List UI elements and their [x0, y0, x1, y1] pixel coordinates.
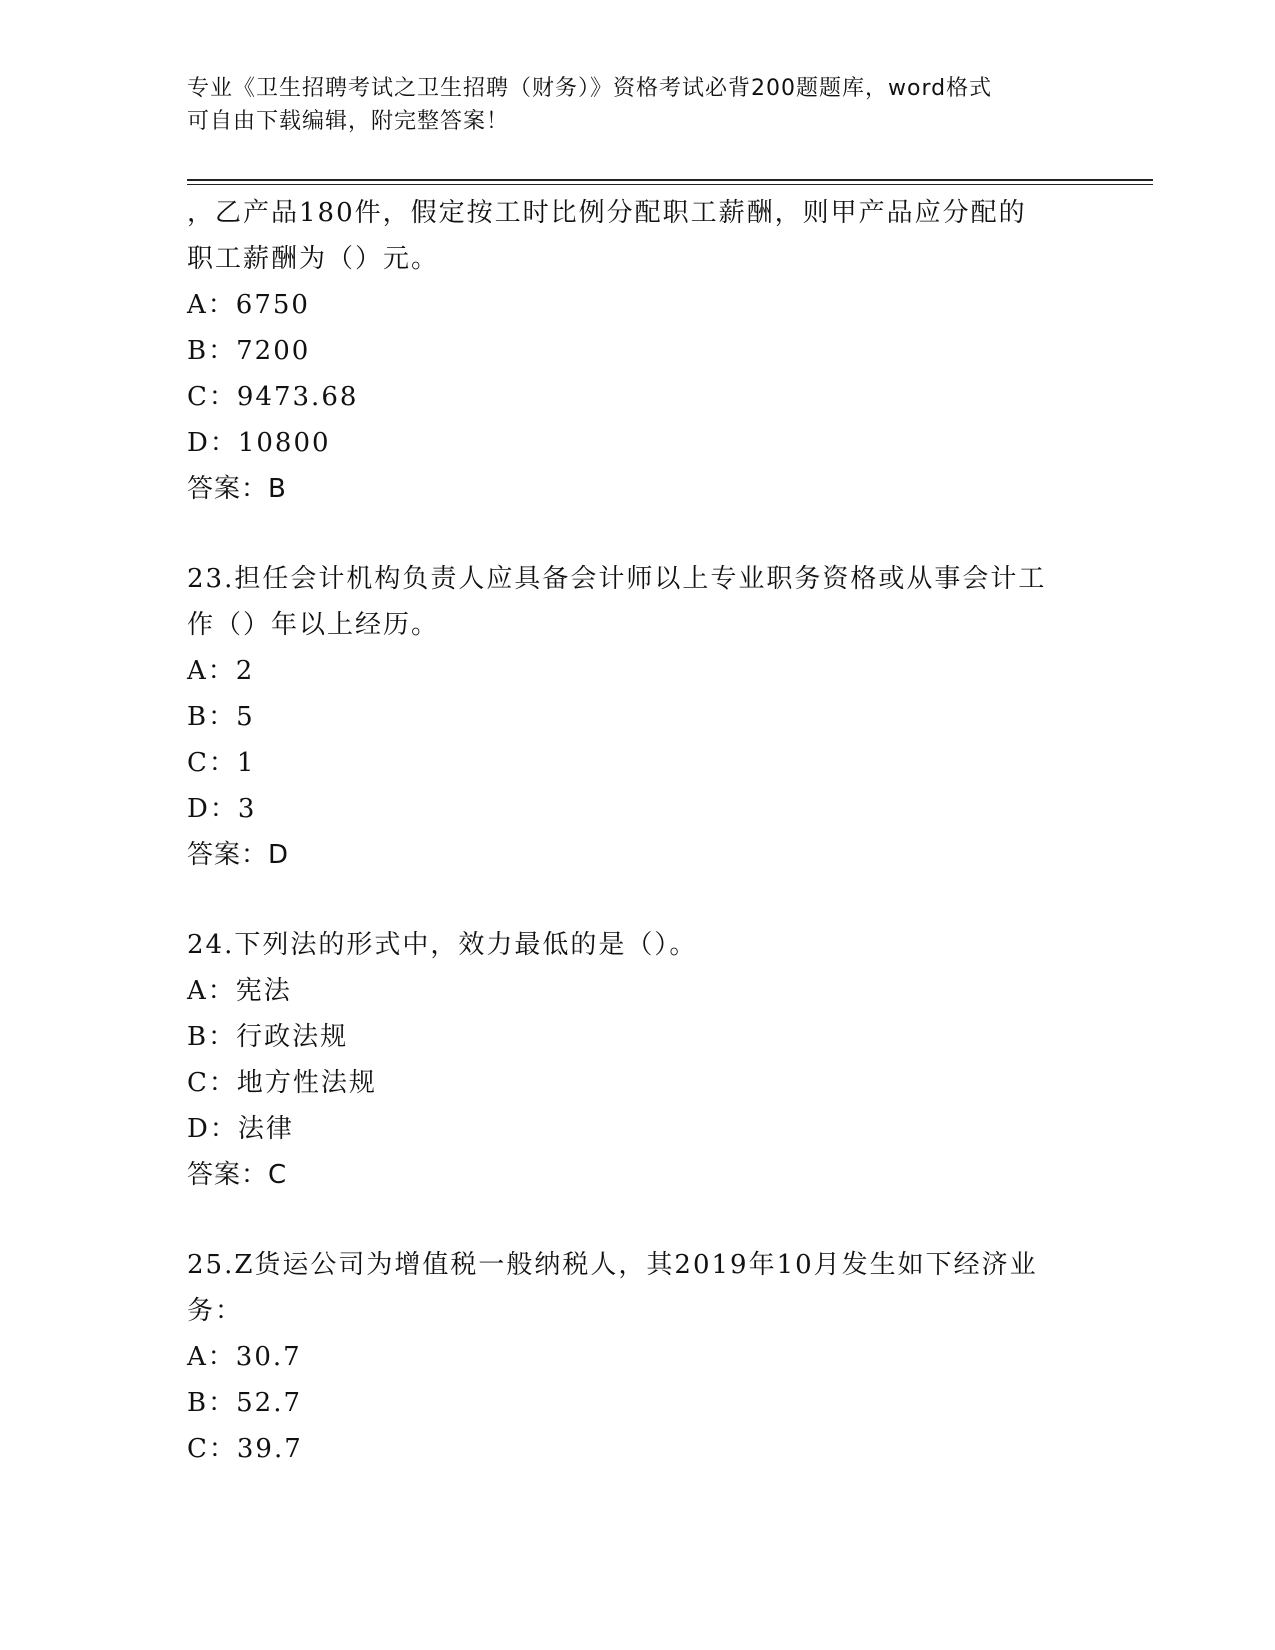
header-rule-thick: [187, 179, 1153, 181]
option-b: B：5: [187, 702, 255, 732]
option-d: D：法律: [187, 1114, 294, 1144]
question-24: [187, 922, 1087, 1198]
answer-label: 答案：D: [187, 840, 290, 870]
question-stem-line: ，乙产品180件，假定按工时比例分配职工薪酬，则甲产品应分配的: [187, 198, 1027, 228]
option-a: A：2: [187, 656, 255, 686]
question-stem-line: 作（）年以上经历。: [187, 610, 440, 640]
option-d: D：3: [187, 794, 257, 824]
header-title-line-1: 专业《卫生招聘考试之卫生招聘（财务）》资格考试必背200题题库，word格式: [187, 76, 993, 101]
option-a: A：宪法: [187, 976, 292, 1006]
option-a: A：6750: [187, 290, 310, 320]
question-25: [187, 1242, 1087, 1472]
question-stem-line: 23.担任会计机构负责人应具备会计师以上专业职务资格或从事会计工: [187, 564, 1047, 594]
option-d: D：10800: [187, 428, 331, 458]
header-rule-thin: [187, 184, 1153, 185]
question-stem-line: 务：: [187, 1296, 244, 1326]
question-stem-line: 24.下列法的形式中，效力最低的是（）。: [187, 930, 698, 960]
option-b: B：7200: [187, 336, 311, 366]
option-b: B：行政法规: [187, 1022, 349, 1052]
option-b: B：52.7: [187, 1388, 302, 1418]
question-23: [187, 556, 1087, 878]
answer-label: 答案：B: [187, 474, 287, 504]
question-list: [187, 190, 1087, 1472]
question-22: [187, 190, 1087, 512]
question-stem-line: 25.Z货运公司为增值税一般纳税人，其2019年10月发生如下经济业: [187, 1250, 1038, 1280]
option-c: C：39.7: [187, 1434, 303, 1464]
document-header: [187, 72, 1087, 138]
option-c: C：地方性法规: [187, 1068, 377, 1098]
header-title-line-2: 可自由下载编辑，附完整答案！: [187, 109, 510, 134]
answer-label: 答案：C: [187, 1160, 288, 1190]
option-c: C：1: [187, 748, 256, 778]
option-c: C：9473.68: [187, 382, 359, 412]
question-stem-line: 职工薪酬为（）元。: [187, 244, 440, 274]
option-a: A：30.7: [187, 1342, 302, 1372]
